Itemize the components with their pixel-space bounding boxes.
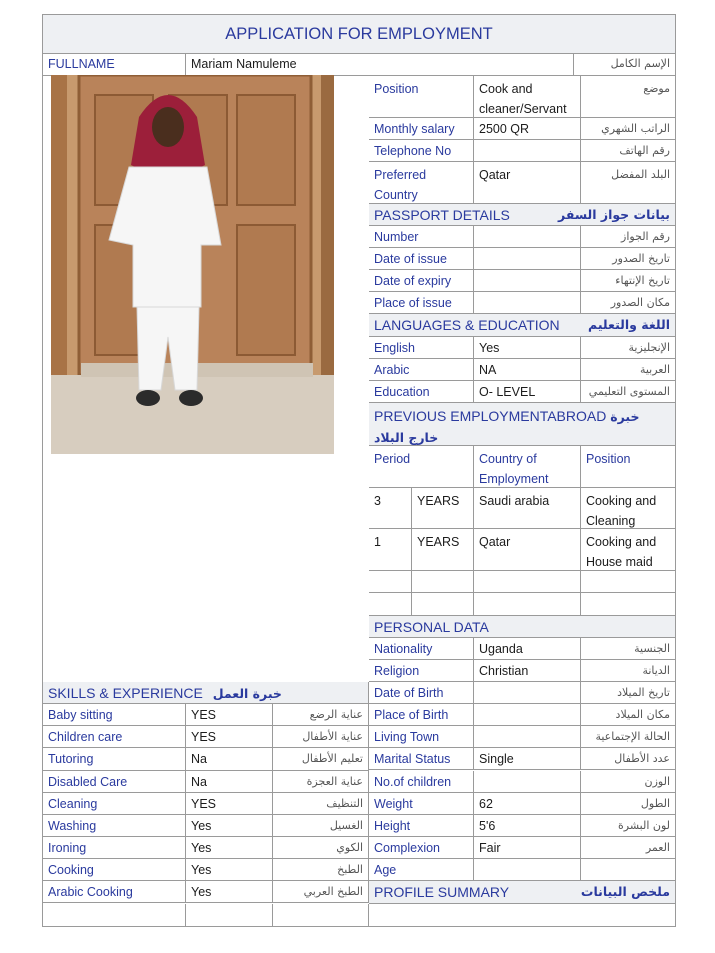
passport-row-label: Number <box>369 226 474 248</box>
languages-title-ar: اللغة والتعليم <box>588 317 670 332</box>
skill-row-label-ar: الغسيل <box>273 815 369 837</box>
skill-row-label-ar: الكوي <box>273 837 369 859</box>
passport-row-value <box>474 292 581 314</box>
personal-row-label: Religion <box>369 660 474 682</box>
skill-row-value: YES <box>186 726 273 748</box>
skill-row-label-ar: عناية الأطفال <box>273 726 369 748</box>
preferred-country-label-ar: البلد المفضل <box>581 162 675 204</box>
passport-row-label: Date of issue <box>369 248 474 270</box>
application-form <box>42 14 676 927</box>
salary-label-ar: الراتب الشهري <box>581 118 675 140</box>
employment-empty-cell <box>474 571 581 593</box>
passport-row-label: Place of issue <box>369 292 474 314</box>
personal-row-label: Marital Status <box>369 748 474 770</box>
profile-title: PROFILE SUMMARY <box>374 884 510 900</box>
passport-row-value <box>474 270 581 292</box>
skill-row-label: Ironing <box>43 837 186 859</box>
employment-row-2-num: 1 <box>369 529 412 571</box>
personal-row-label: Height <box>369 815 474 837</box>
employment-header-position: Position <box>581 446 675 488</box>
skill-row-label-ar: التنظيف <box>273 793 369 815</box>
passport-row-label-ar: تاريخ الصدور <box>581 248 675 270</box>
telephone-value <box>474 140 581 162</box>
position-value: Cook and cleaner/Servant <box>474 76 581 118</box>
employment-empty-cell <box>581 571 675 593</box>
skills-section-header <box>43 682 369 704</box>
passport-row-value <box>474 226 581 248</box>
personal-row-value <box>474 726 581 748</box>
skill-row-label-ar: عناية الرضع <box>273 704 369 726</box>
personal-row-label: Weight <box>369 793 474 815</box>
employment-empty-cell <box>412 593 474 616</box>
passport-row-label: Date of expiry <box>369 270 474 292</box>
personal-row-value <box>474 704 581 726</box>
skill-row-value: Yes <box>186 881 273 903</box>
personal-row-label: Place of Birth <box>369 704 474 726</box>
skill-row-label: Children care <box>43 726 186 748</box>
employment-row-2-unit: YEARS <box>412 529 474 571</box>
telephone-label: Telephone No <box>369 140 474 162</box>
passport-row-label-ar: تاريخ الإنتهاء <box>581 270 675 292</box>
fullname-value: Mariam Namuleme <box>186 53 574 76</box>
applicant-photo <box>51 75 334 454</box>
personal-row-value: Single <box>474 748 581 770</box>
personal-row-label-ar: تاريخ الميلاد <box>581 682 675 704</box>
personal-row-label-ar: العمر <box>581 837 675 859</box>
skills-empty-cell <box>186 904 273 926</box>
employment-row-1-position: Cooking and Cleaning <box>581 488 675 529</box>
personal-row-label: Nationality <box>369 638 474 660</box>
employment-empty-cell <box>412 571 474 593</box>
skill-row-label: Tutoring <box>43 748 186 771</box>
skill-row-value: Na <box>186 748 273 771</box>
telephone-label-ar: رقم الهاتف <box>581 140 675 162</box>
skill-row-label-ar: الطبخ العربي <box>273 881 369 903</box>
employment-row-1-country: Saudi arabia <box>474 488 581 529</box>
passport-row-value <box>474 248 581 270</box>
personal-row-label-ar <box>581 859 675 881</box>
position-label: Position <box>369 76 474 118</box>
position-label-ar: موضع <box>581 76 675 118</box>
employment-header-country: Country of Employment <box>474 446 581 488</box>
skill-row-label: Disabled Care <box>43 771 186 793</box>
employment-title-ar: خبرة خارج البلاد <box>374 409 640 445</box>
skill-row-label: Washing <box>43 815 186 837</box>
employment-row-2-position: Cooking and House maid <box>581 529 675 571</box>
salary-label: Monthly salary <box>369 118 474 140</box>
personal-row-value <box>474 771 581 793</box>
passport-title: PASSPORT DETAILS <box>374 207 510 223</box>
skill-row-label: Arabic Cooking <box>43 881 186 903</box>
skill-row-label: Cleaning <box>43 793 186 815</box>
skills-title: SKILLS & EXPERIENCE <box>48 685 203 701</box>
skills-empty-cell <box>273 904 369 926</box>
passport-title-ar: بيانات جواز السفر <box>558 207 670 222</box>
personal-row-value <box>474 859 581 881</box>
preferred-country-label: Preferred Country <box>369 162 474 204</box>
fullname-label: FULLNAME <box>43 53 186 76</box>
skills-title-ar: خبرة العمل <box>212 686 282 701</box>
profile-section-header <box>369 881 675 904</box>
employment-empty-cell <box>369 593 412 616</box>
personal-row-label: Date of Birth <box>369 682 474 704</box>
language-row-value: NA <box>474 359 581 381</box>
employment-empty-cell <box>581 593 675 616</box>
skill-row-value: YES <box>186 793 273 815</box>
personal-row-value: Uganda <box>474 638 581 660</box>
personal-row-label-ar: الحالة الإجتماعية <box>581 726 675 748</box>
skill-row-value: Yes <box>186 859 273 881</box>
employment-row-2-country: Qatar <box>474 529 581 571</box>
employment-row-1-unit: YEARS <box>412 488 474 529</box>
language-row-value: O- LEVEL <box>474 381 581 403</box>
personal-row-label: Complexion <box>369 837 474 859</box>
skills-empty-cell <box>43 904 186 926</box>
personal-row-value: 5'6 <box>474 815 581 837</box>
language-row-label: Arabic <box>369 359 474 381</box>
preferred-country-value: Qatar <box>474 162 581 204</box>
language-row-label-ar: المستوى التعليمي <box>581 381 675 403</box>
passport-row-label-ar: مكان الصدور <box>581 292 675 314</box>
personal-title: PERSONAL DATA <box>374 619 489 635</box>
skill-row-label: Baby sitting <box>43 704 186 726</box>
skill-row-value: YES <box>186 704 273 726</box>
personal-row-label-ar: عدد الأطفال <box>581 748 675 770</box>
fullname-label-ar: الإسم الكامل <box>574 53 675 76</box>
salary-value: 2500 QR <box>474 118 581 140</box>
skill-row-value: Na <box>186 771 273 793</box>
personal-row-label-ar: الجنسية <box>581 638 675 660</box>
employment-empty-cell <box>474 593 581 616</box>
language-row-label: Education <box>369 381 474 403</box>
personal-row-label-ar: الطول <box>581 793 675 815</box>
profile-summary-body <box>369 904 675 926</box>
employment-empty-cell <box>369 571 412 593</box>
personal-row-label: Age <box>369 859 474 881</box>
personal-row-label-ar: الوزن <box>581 771 675 793</box>
personal-row-label: No.of children <box>369 771 474 793</box>
personal-row-value: Christian <box>474 660 581 682</box>
languages-title: LANGUAGES & EDUCATION <box>374 317 560 333</box>
personal-row-label-ar: لون البشرة <box>581 815 675 837</box>
personal-row-label-ar: الديانة <box>581 660 675 682</box>
skill-row-label: Cooking <box>43 859 186 881</box>
passport-section-header <box>369 204 675 226</box>
employment-section-header <box>369 403 675 446</box>
personal-row-label-ar: مكان الميلاد <box>581 704 675 726</box>
personal-row-value: 62 <box>474 793 581 815</box>
passport-row-label-ar: رقم الجواز <box>581 226 675 248</box>
employment-title: PREVIOUS EMPLOYMENTABROAD <box>374 408 607 424</box>
personal-section-header <box>369 616 675 638</box>
profile-title-ar: ملخص البيانات <box>580 884 670 899</box>
language-row-label-ar: العربية <box>581 359 675 381</box>
skill-row-label-ar: تعليم الأطفال <box>273 748 369 771</box>
skill-row-label-ar: عناية العجزة <box>273 771 369 793</box>
form-title: APPLICATION FOR EMPLOYMENT <box>43 15 675 54</box>
language-row-value: Yes <box>474 337 581 359</box>
language-row-label: English <box>369 337 474 359</box>
languages-section-header <box>369 314 675 337</box>
personal-row-value: Fair <box>474 837 581 859</box>
personal-row-label: Living Town <box>369 726 474 748</box>
skill-row-value: Yes <box>186 815 273 837</box>
employment-row-1-num: 3 <box>369 488 412 529</box>
skill-row-label-ar: الطبخ <box>273 859 369 881</box>
employment-header-period: Period <box>369 446 474 488</box>
personal-row-value <box>474 682 581 704</box>
skill-row-value: Yes <box>186 837 273 859</box>
language-row-label-ar: الإنجليزية <box>581 337 675 359</box>
